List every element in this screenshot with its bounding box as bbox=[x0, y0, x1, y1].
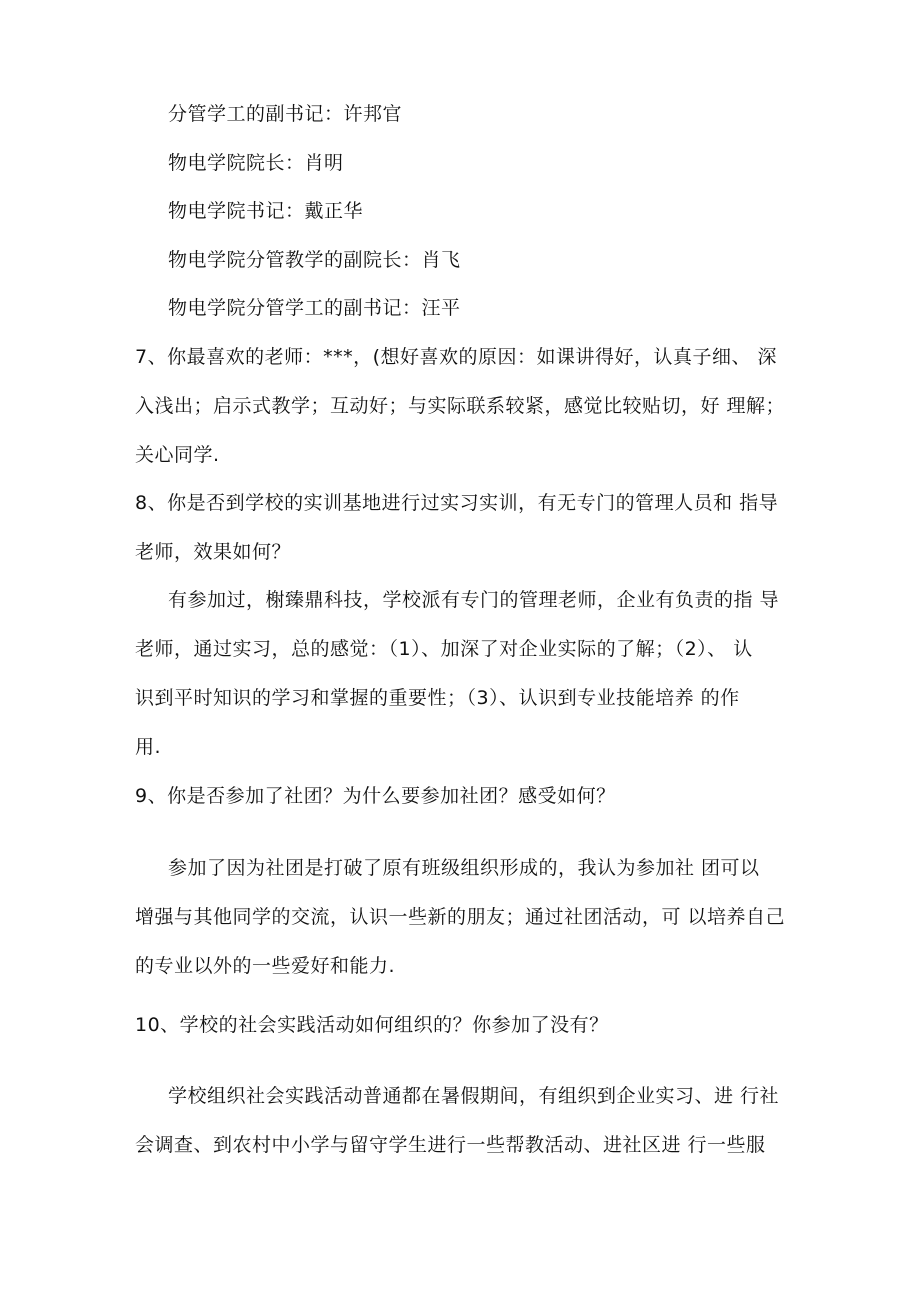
q8-answer-line: 有参加过，榭臻鼎科技，学校派有专门的管理老师，企业有负责的指 导 bbox=[168, 589, 780, 611]
leader-line: 物电学院分管学工的副书记：汪平 bbox=[168, 297, 461, 319]
q9-answer-line: 的专业以外的一些爱好和能力. bbox=[135, 955, 396, 977]
q9-answer-line: 增强与其他同学的交流，认识一些新的朋友；通过社团活动，可 以培养自己 bbox=[135, 906, 786, 928]
q8-answer-line: 识到平时知识的学习和掌握的重要性；（3）、认识到专业技能培养 的作 bbox=[135, 687, 740, 709]
leader-line: 物电学院分管教学的副院长：肖飞 bbox=[168, 249, 461, 271]
q9-answer-line: 参加了因为社团是打破了原有班级组织形成的，我认为参加社 团可以 bbox=[168, 857, 760, 879]
q9-question: 9、你是否参加了社团？为什么要参加社团？感受如何？ bbox=[135, 785, 616, 807]
q7-line: 关心同学. bbox=[135, 444, 220, 466]
q10-answer-line: 会调查、到农村中小学与留守学生进行一些帮教活动、进社区进 行一些服 bbox=[135, 1134, 766, 1156]
q10-question: 10、学校的社会实践活动如何组织的？你参加了没有？ bbox=[135, 1014, 609, 1036]
q7-line: 入浅出；启示式教学；互动好；与实际联系较紧，感觉比较贴切，好 理解； bbox=[135, 395, 786, 417]
q7-line: 7、你最喜欢的老师：***，(想好喜欢的原因：如课讲得好，认真子细、 深 bbox=[135, 346, 778, 368]
q8-question-line: 老师，效果如何？ bbox=[135, 541, 292, 563]
q10-answer-line: 学校组织社会实践活动普通都在暑假期间，有组织到企业实习、进 行社 bbox=[168, 1085, 780, 1107]
leader-line: 物电学院书记：戴正华 bbox=[168, 200, 364, 222]
q8-question-line: 8、你是否到学校的实训基地进行过实习实训，有无专门的管理人员和 指导 bbox=[135, 492, 779, 514]
q8-answer-line: 用. bbox=[135, 736, 162, 758]
q8-answer-line: 老师，通过实习，总的感觉：（1）、加深了对企业实际的了解；（2）、 认 bbox=[135, 638, 753, 660]
leader-line: 分管学工的副书记：许邦官 bbox=[168, 103, 403, 125]
leader-line: 物电学院院长：肖明 bbox=[168, 152, 344, 174]
